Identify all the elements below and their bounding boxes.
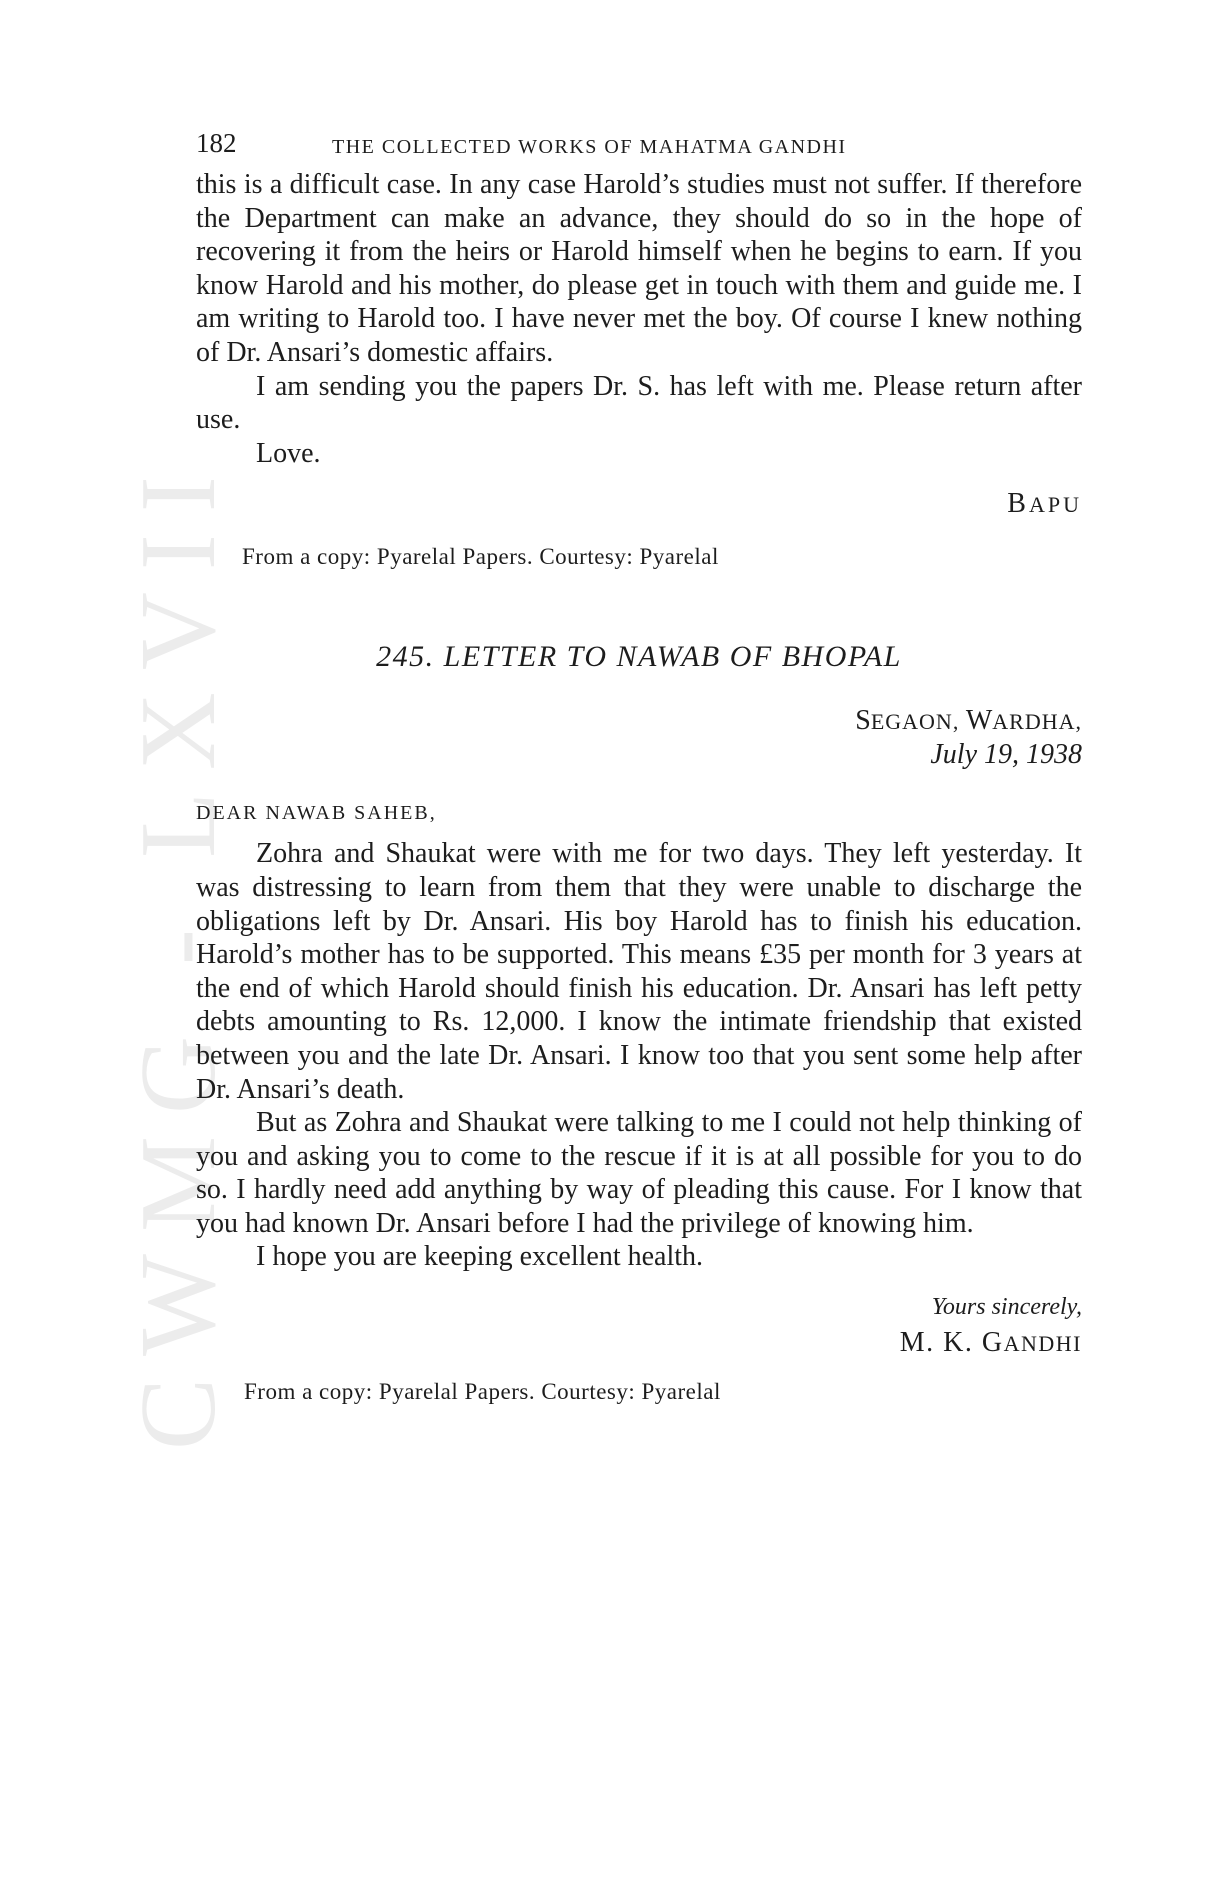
signoff-initial: B: [1007, 488, 1029, 520]
letter-heading: 245. LETTER TO NAWAB OF BHOPAL: [376, 640, 902, 674]
signoff-rest: APU: [1028, 492, 1082, 518]
watermark: CWMG - LXVII: [119, 454, 238, 1450]
previous-letter-paragraph-1: this is a difficult case. In any case Harold’s studies must not suffer. If therefore the Department can make an advance, they should do so in the hope of recovering it from the heirs or Harold himself when he begins to earn. If you know Harold and his mother, do please get in touch with them and guide me. I am writing to Harold too. I have never met the boy. Of course I knew nothing of Dr. Ansari’s domestic affairs.: [196, 169, 1082, 368]
letter-paragraph-3: I hope you are keeping excellent health.: [256, 1241, 704, 1273]
letter-paragraph-2: But as Zohra and Shaukat were talking to me I could not help thinking of you and asking you to come to the rescue if it is at all possible for you to do so. I hardly need add anything by way of pleading this cause. For I know that you had known Dr. Ansari before I had the privilege of knowing him.: [196, 1107, 1082, 1239]
place-s: S: [855, 705, 871, 737]
page: [196, 128, 1082, 1405]
signature-rest: ANDHI: [1003, 1331, 1082, 1357]
place-w: W: [965, 705, 993, 737]
letter-paragraph-1: Zohra and Shaukat were with me for two days. They left yesterday. It was distressing to learn from them that they were unable to discharge the obligations left by Dr. Ansari. His boy Harold has to finish his education. Harold’s mother has to be supported. This means £35 per month for 3 years at the end of which Harold should finish his education. Dr. Ansari has left petty debts amounting to Rs. 12,000. I know the intimate friendship that existed between you and the late Dr. Ansari. I know too that you sent some help after Dr. Ansari’s death.: [196, 838, 1082, 1105]
running-title: THE COLLECTED WORKS OF MAHATMA GANDHI: [332, 136, 847, 158]
previous-letter-signoff: [196, 488, 1082, 520]
previous-letter-paragraph-3: Love.: [256, 437, 321, 469]
letter-place: [196, 704, 1082, 738]
previous-letter: [196, 168, 1082, 570]
page-number: 182: [196, 128, 237, 158]
running-head: [196, 128, 1082, 168]
letter-salutation: DEAR NAWAB SAHEB,: [196, 802, 437, 825]
previous-letter-source: From a copy: Pyarelal Papers. Courtesy: Pyarelal: [242, 544, 719, 570]
place-ardha: ARDHA,: [992, 709, 1082, 735]
place-egaon: EGAON,: [870, 709, 966, 735]
letter-signature: [196, 1327, 1082, 1359]
letter-date: July 19, 1938: [930, 739, 1082, 771]
letter-source: From a copy: Pyarelal Papers. Courtesy: Pyarelal: [244, 1379, 721, 1405]
letter: [196, 640, 1082, 1405]
signature-main: M. K. G: [899, 1327, 1004, 1359]
previous-letter-paragraph-2: I am sending you the papers Dr. S. has left with me. Please return after use.: [196, 370, 1082, 436]
letter-closing: Yours sincerely,: [931, 1294, 1082, 1321]
